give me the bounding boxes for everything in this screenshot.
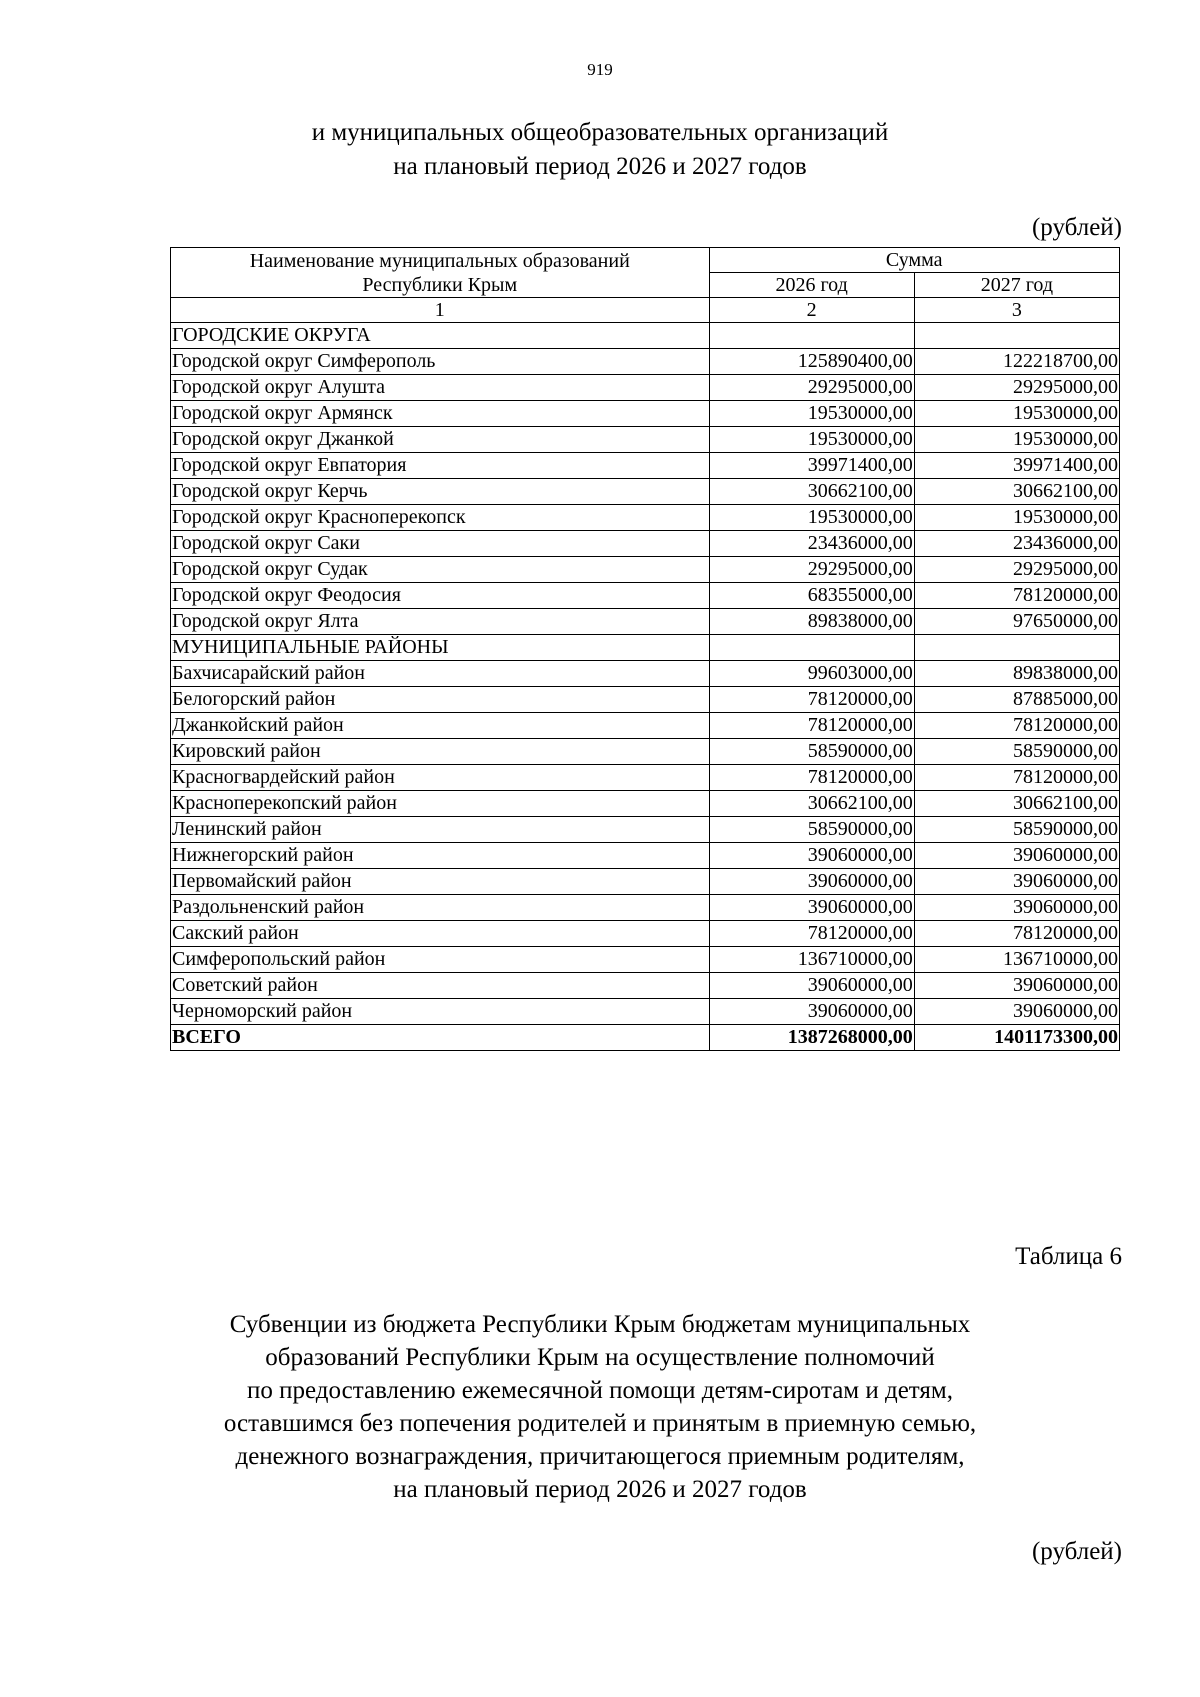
row-name: Бахчисарайский район — [171, 661, 710, 687]
row-2027: 78120000,00 — [914, 921, 1119, 947]
subsidy-table — [170, 247, 1120, 1051]
row-2026: 29295000,00 — [709, 557, 914, 583]
section-row — [171, 635, 1120, 661]
table-row — [171, 687, 1120, 713]
section-row — [171, 323, 1120, 349]
row-name: Джанкойский район — [171, 713, 710, 739]
row-2027: 30662100,00 — [914, 791, 1119, 817]
row-2026: 39060000,00 — [709, 999, 914, 1025]
table-row — [171, 843, 1120, 869]
col-number-1: 1 — [171, 298, 710, 323]
heading-line-1: и муниципальных общеобразовательных организаций — [311, 119, 889, 146]
row-2026: 78120000,00 — [709, 713, 914, 739]
row-name: Ленинский район — [171, 817, 710, 843]
row-2027: 30662100,00 — [914, 479, 1119, 505]
row-name: Симферопольский район — [171, 947, 710, 973]
row-name: Городской округ Судак — [171, 557, 710, 583]
header-name-line-2: Республики Крым — [362, 273, 518, 296]
row-2026: 19530000,00 — [709, 401, 914, 427]
row-2027: 19530000,00 — [914, 401, 1119, 427]
header-2027: 2027 год — [914, 273, 1119, 298]
row-2026: 78120000,00 — [709, 765, 914, 791]
table6-unit-label: (рублей) — [1031, 1538, 1122, 1565]
row-2027: 39060000,00 — [914, 895, 1119, 921]
table-row — [171, 427, 1120, 453]
row-2026: 99603000,00 — [709, 661, 914, 687]
col-number-2: 2 — [709, 298, 914, 323]
row-name: Черноморский район — [171, 999, 710, 1025]
row-2027: 39971400,00 — [914, 453, 1119, 479]
page-number: 919 — [587, 60, 613, 79]
table-row — [171, 921, 1120, 947]
header-name — [171, 248, 710, 298]
table6-title-line-5: денежного вознаграждения, причитающегося приемным родителям, — [235, 1443, 965, 1470]
row-2027: 58590000,00 — [914, 739, 1119, 765]
row-2027: 29295000,00 — [914, 557, 1119, 583]
table6-title-line-6: на плановый период 2026 и 2027 годов — [393, 1476, 807, 1503]
row-name: МУНИЦИПАЛЬНЫЕ РАЙОНЫ — [171, 635, 710, 661]
row-name: Городской округ Керчь — [171, 479, 710, 505]
row-2027: 19530000,00 — [914, 427, 1119, 453]
row-2026: 78120000,00 — [709, 687, 914, 713]
row-2027: 97650000,00 — [914, 609, 1119, 635]
row-2027: 89838000,00 — [914, 661, 1119, 687]
table-row — [171, 947, 1120, 973]
table-row — [171, 739, 1120, 765]
row-name: Красногвардейский район — [171, 765, 710, 791]
table-row — [171, 531, 1120, 557]
row-name: Городской округ Евпатория — [171, 453, 710, 479]
table-row — [171, 609, 1120, 635]
table-row — [171, 713, 1120, 739]
table-6-label: Таблица 6 — [1015, 1243, 1122, 1270]
row-name: Советский район — [171, 973, 710, 999]
total-2027: 1401173300,00 — [914, 1025, 1119, 1051]
table-row — [171, 765, 1120, 791]
row-2026: 23436000,00 — [709, 531, 914, 557]
table-row — [171, 973, 1120, 999]
row-2026: 68355000,00 — [709, 583, 914, 609]
row-name: Городской округ Ялта — [171, 609, 710, 635]
row-name: Белогорский район — [171, 687, 710, 713]
row-name: Сакский район — [171, 921, 710, 947]
header-name-line-1: Наименование муниципальных образований — [249, 249, 630, 272]
row-2026: 58590000,00 — [709, 739, 914, 765]
row-2027: 78120000,00 — [914, 713, 1119, 739]
unit-label: (рублей) — [1031, 214, 1122, 241]
table-row — [171, 661, 1120, 687]
row-2027: 122218700,00 — [914, 349, 1119, 375]
table-row — [171, 869, 1120, 895]
table-row — [171, 349, 1120, 375]
row-2026: 125890400,00 — [709, 349, 914, 375]
row-name: Городской округ Саки — [171, 531, 710, 557]
row-2027: 39060000,00 — [914, 973, 1119, 999]
row-name: Красноперекопский район — [171, 791, 710, 817]
row-2027: 136710000,00 — [914, 947, 1119, 973]
row-2027: 23436000,00 — [914, 531, 1119, 557]
table6-title-line-4: оставшимся без попечения родителей и принятым в приемную семью, — [223, 1410, 977, 1437]
total-label: ВСЕГО — [171, 1025, 710, 1051]
heading-line-2: на плановый период 2026 и 2027 годов — [393, 153, 807, 180]
col-number-3: 3 — [914, 298, 1119, 323]
row-2027: 78120000,00 — [914, 583, 1119, 609]
table-row — [171, 817, 1120, 843]
row-2026: 39060000,00 — [709, 895, 914, 921]
table-row — [171, 479, 1120, 505]
row-2027: 19530000,00 — [914, 505, 1119, 531]
table-row — [171, 401, 1120, 427]
row-name: Раздольненский район — [171, 895, 710, 921]
table-row — [171, 895, 1120, 921]
row-name: Кировский район — [171, 739, 710, 765]
row-2026: 30662100,00 — [709, 479, 914, 505]
row-2027: 29295000,00 — [914, 375, 1119, 401]
row-2026: 39060000,00 — [709, 973, 914, 999]
table-row — [171, 375, 1120, 401]
row-2026: 39971400,00 — [709, 453, 914, 479]
row-2026 — [709, 635, 914, 661]
table6-title-line-1: Субвенции из бюджета Республики Крым бюджетам муниципальных — [229, 1311, 971, 1338]
row-2026: 30662100,00 — [709, 791, 914, 817]
row-name: Городской округ Феодосия — [171, 583, 710, 609]
row-2027: 78120000,00 — [914, 765, 1119, 791]
total-row — [171, 1025, 1120, 1051]
row-2027: 87885000,00 — [914, 687, 1119, 713]
total-2026: 1387268000,00 — [709, 1025, 914, 1051]
row-2026: 19530000,00 — [709, 427, 914, 453]
row-2027: 58590000,00 — [914, 817, 1119, 843]
row-name: Первомайский район — [171, 869, 710, 895]
row-2026: 58590000,00 — [709, 817, 914, 843]
row-name: Нижнегорский район — [171, 843, 710, 869]
header-sum: Сумма — [709, 248, 1120, 273]
row-2027: 39060000,00 — [914, 843, 1119, 869]
row-2026: 78120000,00 — [709, 921, 914, 947]
table-row — [171, 505, 1120, 531]
row-name: Городской округ Армянск — [171, 401, 710, 427]
row-2026: 19530000,00 — [709, 505, 914, 531]
header-2026: 2026 год — [709, 273, 914, 298]
row-name: Городской округ Джанкой — [171, 427, 710, 453]
row-name: Городской округ Алушта — [171, 375, 710, 401]
table-row — [171, 453, 1120, 479]
table6-title-line-3: по предоставлению ежемесячной помощи детям-сиротам и детям, — [247, 1377, 953, 1404]
row-2026: 29295000,00 — [709, 375, 914, 401]
row-name: ГОРОДСКИЕ ОКРУГА — [171, 323, 710, 349]
row-2026: 39060000,00 — [709, 843, 914, 869]
table-row — [171, 557, 1120, 583]
row-2026 — [709, 323, 914, 349]
row-2026: 89838000,00 — [709, 609, 914, 635]
row-2027 — [914, 323, 1119, 349]
row-name: Городской округ Симферополь — [171, 349, 710, 375]
table-row — [171, 999, 1120, 1025]
row-2027: 39060000,00 — [914, 999, 1119, 1025]
row-2026: 39060000,00 — [709, 869, 914, 895]
row-2026: 136710000,00 — [709, 947, 914, 973]
table-row — [171, 791, 1120, 817]
row-2027 — [914, 635, 1119, 661]
table6-title-line-2: образований Республики Крым на осуществление полномочий — [265, 1344, 935, 1371]
table-row — [171, 583, 1120, 609]
row-name: Городской округ Красноперекопск — [171, 505, 710, 531]
row-2027: 39060000,00 — [914, 869, 1119, 895]
